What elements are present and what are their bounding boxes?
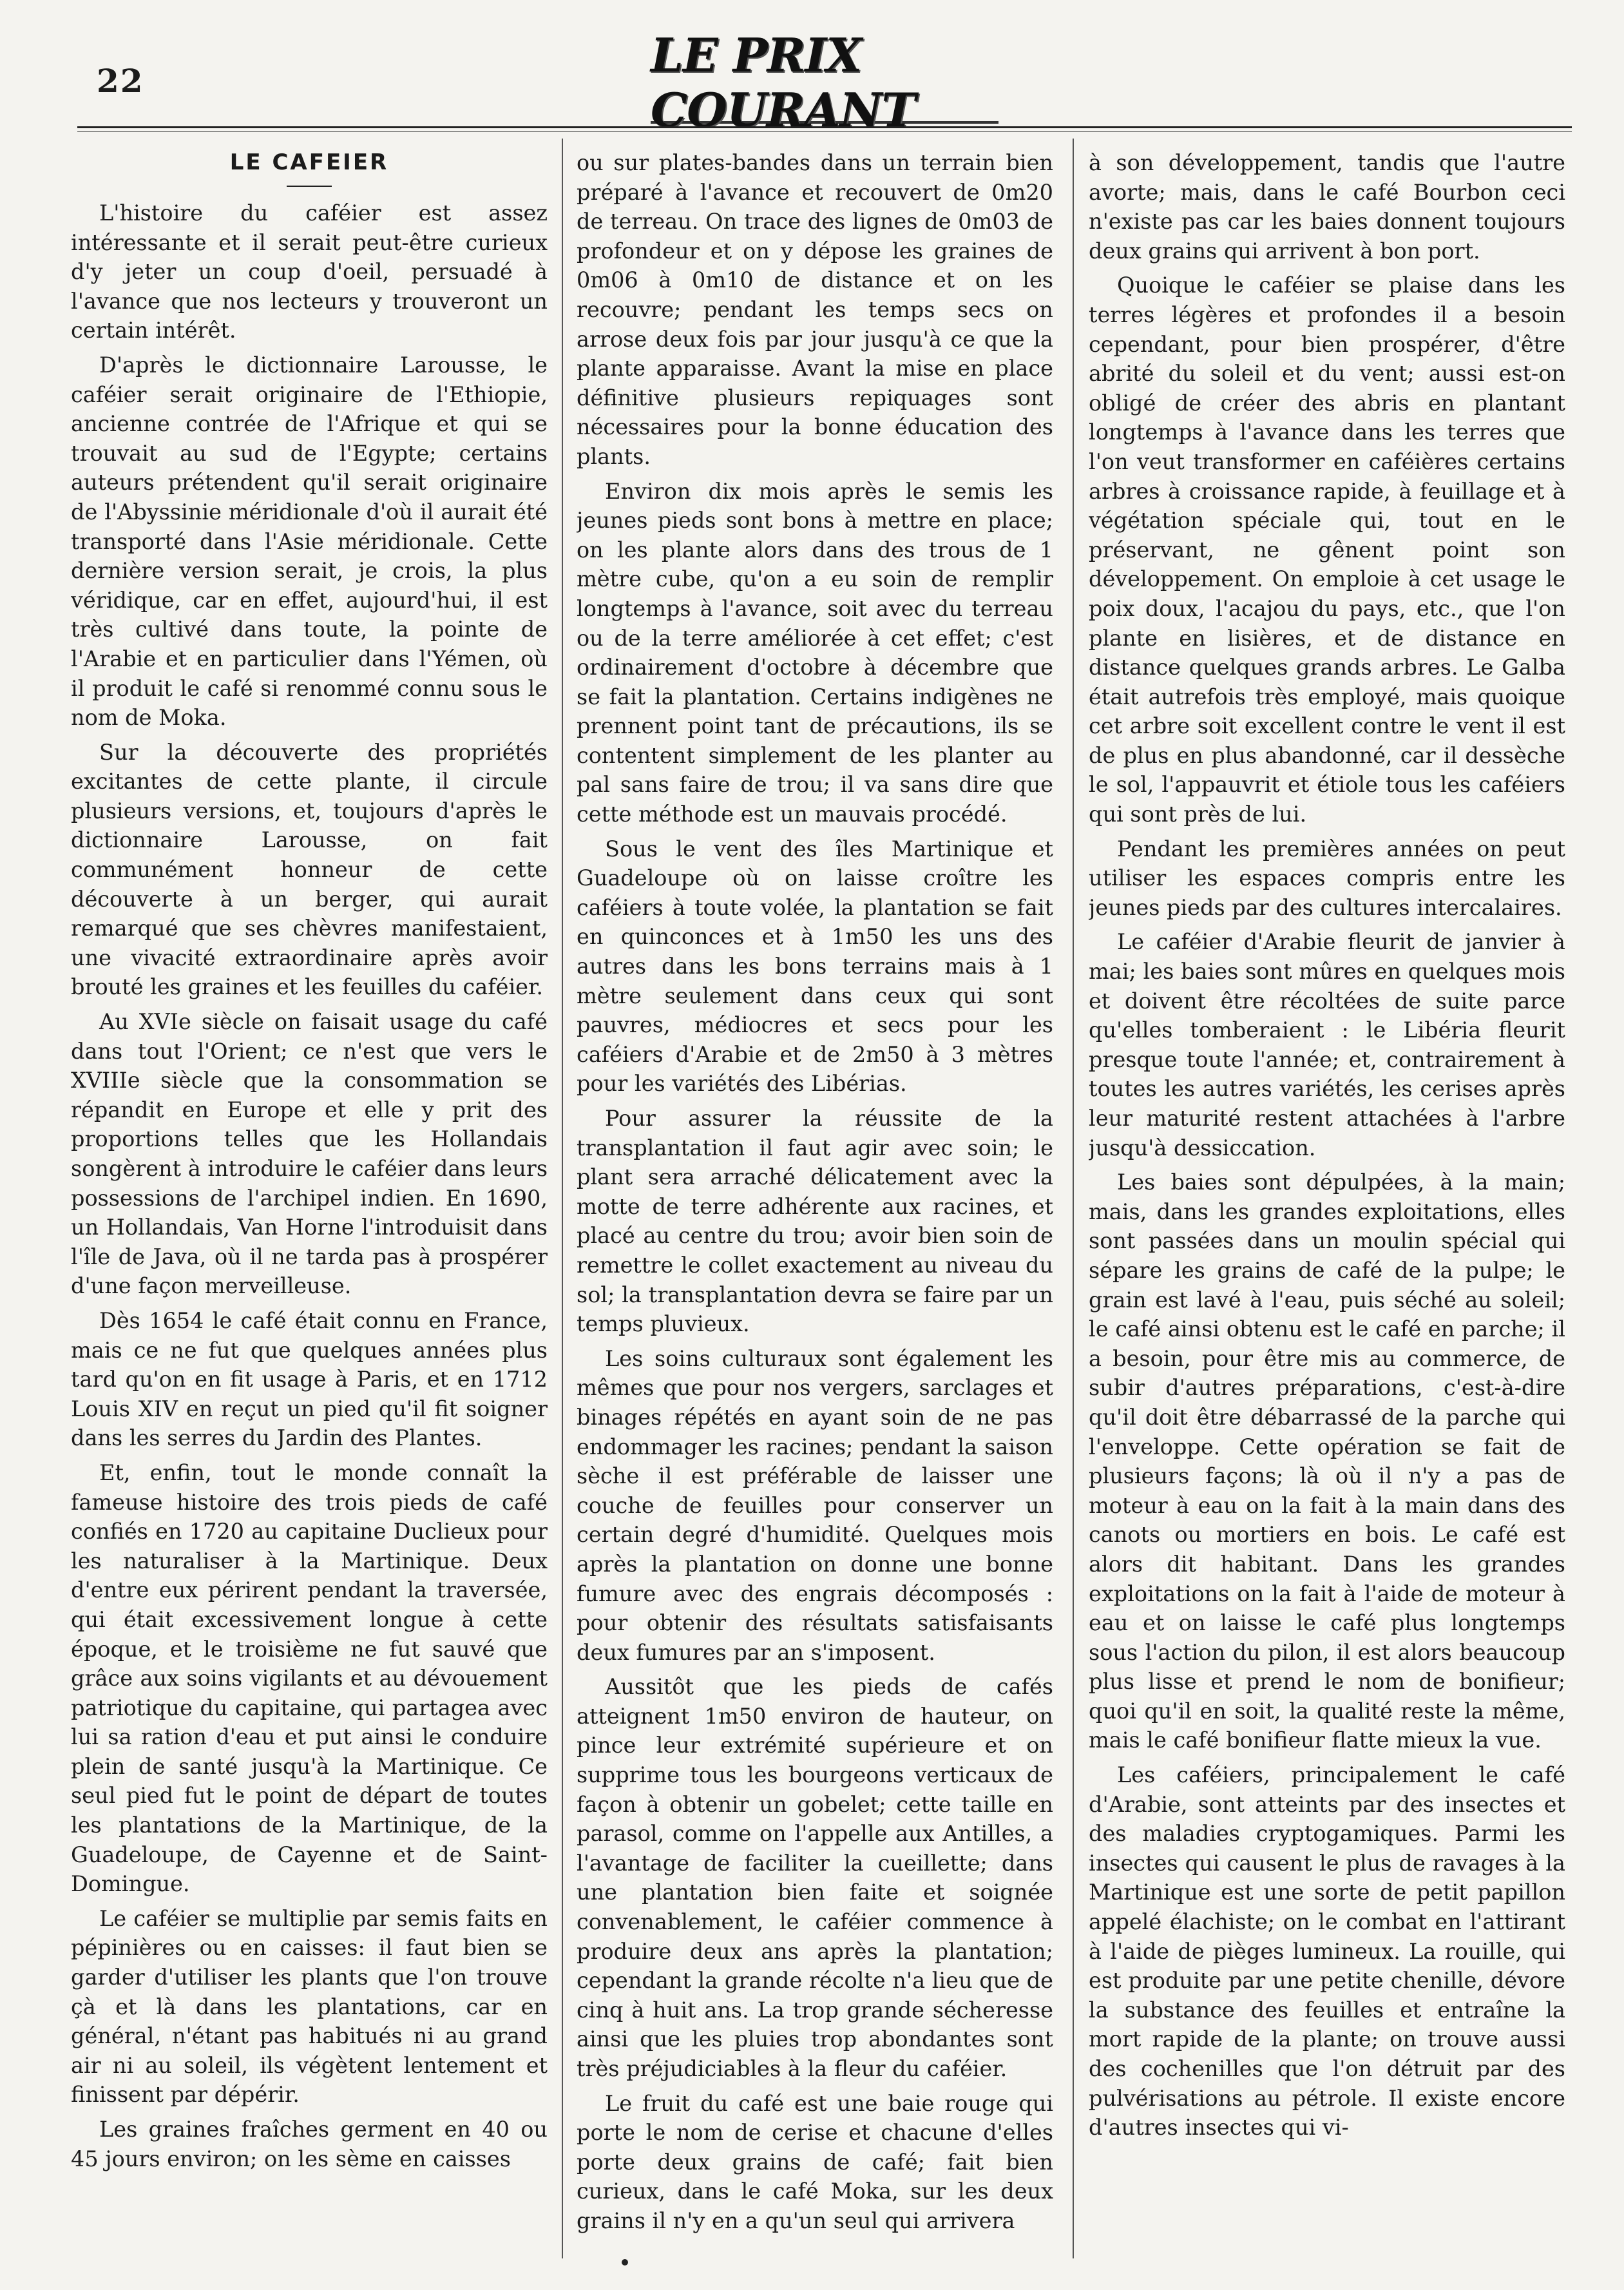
- paragraph: Les baies sont dépulpées, à la main; mais, dans les grandes exploitations, elles sont passées dans un moulin spécial qui sépare les grains de café de la pulpe; le grain est lavé à l'eau, puis séché au soleil; le café ainsi obtenu est le café en parche; il a besoin, pour être mis au commerce, de subir d'autres préparations, c'est-à-dire qu'il doit être débarrassé de la parche qui l'enveloppe. Cette opération se fait de plusieurs façons; là où il n'y a pas de moteur à eau on la fait à la main dans des canots ou mortiers en bois. Le café est alors dit habitant. Dans les grandes exploitations on la fait à l'aide de moteur à eau et on laisse le café plus longtemps sous l'action du pilon, il est alors beaucoup plus lisse et prend le nom de bonifieur; quoi qu'il en soit, la qualité reste la même, mais le café bonifieur flatte mieux la vue.: [1089, 1169, 1565, 1753]
- paragraph: ou sur plates-bandes dans un terrain bien préparé à l'avance et recouvert de 0m20 de terreau. On trace des lignes de 0m03 de profondeur et on y dépose les graines de 0m06 à 0m10 de distance et on les recouvre; pendant les temps secs on arrose deux fois par jour jusqu'à ce que la plante apparaisse. Avant la mise en place définitive plusieurs repiquages sont nécessaires pour la bonne éducation des plants.: [577, 150, 1053, 469]
- paragraph: Pendant les premières années on peut utiliser les espaces compris entre les jeunes pieds par des cultures intercalaires.: [1089, 836, 1565, 920]
- header-rule: [77, 126, 1572, 128]
- masthead-logo: LE PRIX COURANT: [651, 44, 998, 124]
- paragraph: Et, enfin, tout le monde connaît la fameuse histoire des trois pieds de café confiés en 1720 au capitaine Duclieux pour les naturaliser à la Martinique. Deux d'entre eux périrent pendant la traversée, qui était excessivement longue à cette époque, et le troisième ne fut sauvé que grâce aux soins vigilants et au dévouement patriotique du capitaine, qui partagea avec lui sa ration d'eau et put ainsi le conduire plein de santé jusqu'à la Martinique. Ce seul pied fut le point de départ de toutes les plantations de la Martinique, de la Guadeloupe, de Cayenne et de Saint-Domingue.: [71, 1459, 548, 1897]
- header-rule-thin: [77, 131, 1572, 132]
- paragraph: à son développement, tandis que l'autre avorte; mais, dans le café Bourbon ceci n'existe pas car les baies donnent toujours deux grains qui arrivent à bon port.: [1089, 150, 1565, 264]
- article-title: LE CAFEIER: [229, 149, 389, 175]
- page-number: 22: [97, 62, 144, 100]
- paragraph: Le caféier se multiplie par semis faits en pépinières ou en caisses: il faut bien se garder d'utiliser les plants que l'on trouve çà et là dans les plantations, car en général, n'étant pas habitués ni au grand air ni au soleil, ils végètent lentement et finissent par dépérir.: [71, 1905, 548, 2108]
- paragraph: Au XVIe siècle on faisait usage du café dans tout l'Orient; ce n'est que vers le XVIIIe siècle que la consommation se répandit en Europe et elle y prit des proportions telles que les Hollandais songèrent à introduire le caféier dans leurs possessions de l'archipel indien. En 1690, un Hollandais, Van Horne l'introduisit dans l'île de Java, où il ne tarda pas à prospérer d'une façon merveilleuse.: [71, 1009, 548, 1299]
- paragraph: Les graines fraîches germent en 40 ou 45 jours environ; on les sème en caisses: [71, 2117, 548, 2171]
- paragraph: L'histoire du caféier est assez intéressante et il serait peut-être curieux d'y jeter un coup d'oeil, persuadé à l'avance que nos lecteurs y trouveront un certain intérêt.: [71, 200, 548, 343]
- paragraph: Pour assurer la réussite de la transplantation il faut agir avec soin; le plant sera arraché délicatement avec la motte de terre adhérente aux racines, et placé au centre du trou; avoir bien soin de remettre le collet exactement au niveau du sol; la transplantation devra se faire par un temps pluvieux.: [577, 1106, 1053, 1337]
- paragraph: Environ dix mois après le semis les jeunes pieds sont bons à mettre en place; on les plante alors dans des trous de 1 mètre cube, qu'on a eu soin de remplir longtemps à l'avance, soit avec du terreau ou de la terre améliorée à cet effet; c'est ordinairement d'octobre à décembre que se fait la plantation. Certains indigènes ne prennent point tant de précautions, ils se contentent simplement de les planter au pal sans faire de trou; il va sans dire que cette méthode est un mauvais procédé.: [577, 478, 1053, 827]
- paragraph: D'après le dictionnaire Larousse, le caféier serait originaire de l'Ethiopie, ancienne contrée de l'Afrique et qui se trouvait au sud de l'Egypte; certains auteurs prétendent qu'il serait originaire de l'Abyssinie méridionale d'où il aurait été transporté dans l'Asie méridionale. Cette dernière version serait, je crois, la plus véridique, car en effet, aujourd'hui, il est très cultivé dans toute, la pointe de l'Arabie et en particulier dans l'Yémen, où il produit le café si renommé connu sous le nom de Moka.: [71, 352, 548, 731]
- paragraph: Les soins culturaux sont également les mêmes que pour nos vergers, sarclages et binages répétés en ayant soin de ne pas endommager les racines; pendant la saison sèche il est préférable de laisser une couche de feuilles pour conserver un certain degré d'humidité. Quelques mois après la plantation on donne une bonne fumure avec des engrais décomposés : pour obtenir des résultats satisfaisants deux fumures par an s'imposent.: [577, 1345, 1053, 1665]
- paragraph: Sur la découverte des propriétés excitantes de cette plante, il circule plusieurs versions, et, toujours d'après le dictionnaire Larousse, on fait communément honneur de cette découverte à un berger, qui aurait remarqué que ses chèvres manifestaient, une vivacité extraordinaire après avoir brouté les graines et les feuilles du caféier.: [71, 739, 548, 1000]
- paragraph: Le fruit du café est une baie rouge qui porte le nom de cerise et chacune d'elles porte deux grains de café; fait bien curieux, dans le café Moka, sur les deux grains il n'y en a qu'un seul qui arrivera: [577, 2090, 1053, 2233]
- column-divider: [1073, 139, 1074, 2258]
- article-column-2: [577, 148, 1053, 2242]
- paragraph: Aussitôt que les pieds de cafés atteignent 1m50 environ de hauteur, on pince leur extrémité supérieure et on supprime tous les bourgeons verticaux de façon à obtenir un gobelet; cette taille en parasol, comme on l'appelle aux Antilles, a l'avantage de faciliter la cueillette; dans une plantation bien faite et soignée convenablement, le caféier commence à produire deux ans après la plantation; cependant la grande récolte n'a lieu que de cinq à huit ans. La trop grande sécheresse ainsi que les pluies trop abondantes sont très préjudiciables à la fleur du caféier.: [577, 1674, 1053, 2081]
- paragraph: Sous le vent des îles Martinique et Guadeloupe où on laisse croître les caféiers à toute volée, la plantation se fait en quinconces et à 1m50 les uns des autres dans les bons terrains mais à 1 mètre seulement dans ceux qui sont pauvres, médiocres et secs pour les caféiers d'Arabie et de 2m50 à 3 mètres pour les variétés des Libérias.: [577, 836, 1053, 1097]
- column-divider: [562, 139, 563, 2258]
- paragraph: Dès 1654 le café était connu en France, mais ce ne fut que quelques années plus tard qu'on en fit usage à Paris, et en 1712 Louis XIV en reçut un pied qu'il fit soigner dans les serres du Jardin des Plantes.: [71, 1307, 548, 1451]
- article-column-3: [1089, 148, 1565, 2242]
- paragraph: Quoique le caféier se plaise dans les terres légères et profondes il a besoin cependant, pour bien prospérer, d'être abrité du soleil et du vent; aussi est-on obligé de créer des abris en plantant longtemps à l'avance dans les terres que l'on veut transformer en caféières certains arbres à croissance rapide, à feuillage et à végétation spéciale qui, tout en le préservant, ne gênent point son développement. On emploie à cet usage le poix doux, l'acajou du pays, etc., que l'on plante en lisières, et de distance en distance quelques grands arbres. Le Galba était autrefois très employé, mais quoique cet arbre soit excellent contre le vent il est de plus en plus abandonné, car il dessèche le sol, l'appauvrit et étiole tous les caféiers qui sont près de lui.: [1089, 273, 1565, 827]
- paragraph: Le caféier d'Arabie fleurit de janvier à mai; les baies sont mûres en quelques mois et doivent être récoltées de suite parce qu'elles tomberaient : le Libéria fleurit presque toute l'année; et, contrairement à toutes les autres variétés, les cerises après leur maturité restent attachées à l'arbre jusqu'à dessiccation.: [1089, 929, 1565, 1160]
- footer-mark: [622, 2259, 628, 2266]
- article-column-1: [71, 148, 548, 2242]
- paragraph: Les caféiers, principalement le café d'Arabie, sont atteints par des insectes et des maladies cryptogamiques. Parmi les insectes qui causent le plus de ravages à la Martinique est une sorte de petit papillon appelé élachiste; on le combat en l'attirant à l'aide de pièges lumineux. La rouille, qui est produite par une petite chenille, dévore la substance des feuilles et entraîne la mort rapide de la plante; on trouve aussi des cochenilles que l'on détruit par des pulvérisations au pétrole. Il existe encore d'autres insectes qui vi-: [1089, 1762, 1565, 2141]
- title-rule: [287, 186, 332, 187]
